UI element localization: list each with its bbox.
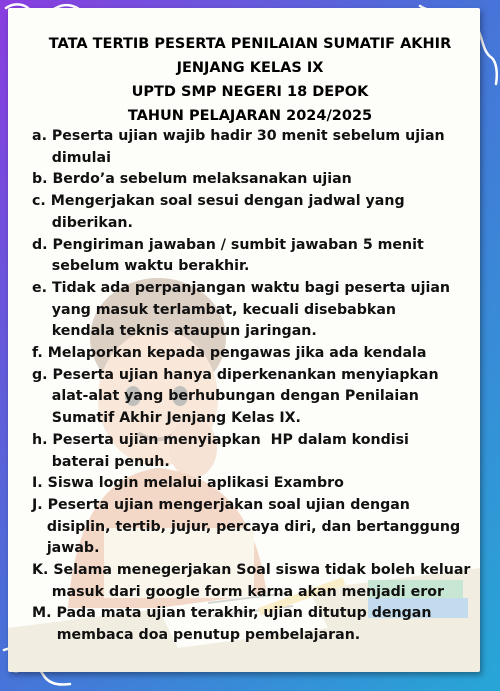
rule-item-line: h. Peserta ujian menyiapkan HP dalam kondisi (32, 431, 409, 448)
rule-item-line: alat-alat yang berhubungan dengan Penilaian (32, 388, 419, 405)
rule-item-line: jawab. (32, 540, 100, 557)
rule-item-line: diberikan. (32, 214, 133, 231)
title-line-2: JENJANG KELAS IX (176, 60, 324, 76)
rule-item-line: dimulai (32, 149, 111, 166)
rule-item-line: Sumatif Akhir Jenjang Kelas IX. (32, 410, 301, 427)
rule-item-line: M. Pada mata ujian terakhir, ujian ditutup dengan (32, 605, 432, 622)
rule-item-line: I. Siswa login melalui aplikasi Exambro (32, 475, 344, 492)
rule-item-line: b. Berdo’a sebelum melaksanakan ujian (32, 171, 352, 188)
rule-item-line: e. Tidak ada perpanjangan waktu bagi peserta ujian (32, 279, 451, 296)
rule-item-line: K. Selama menegerjakan Soal siswa tidak boleh keluar (32, 562, 471, 578)
rule-item-line: baterai penuh. (32, 453, 170, 470)
rule-item-line: sebelum waktu berakhir. (32, 258, 250, 275)
title-line-1: TATA TERTIB PESERTA PENILAIAN SUMATIF AKHIR (48, 36, 452, 52)
rule-item-line: c. Mengerjakan soal sesui dengan jadwal yang (32, 193, 405, 210)
rule-item-line: yang masuk terlambat, kecuali disebabkan (32, 301, 397, 318)
title-line-3: UPTD SMP NEGERI 18 DEPOK (131, 84, 369, 100)
rule-item-line: a. Peserta ujian wajib hadir 30 menit sebelum ujian (32, 128, 445, 144)
rule-item-line: g. Peserta ujian hanya diperkenankan menyiapkan (32, 366, 439, 383)
title-line-4: TAHUN PELAJARAN 2024/2025 (127, 108, 373, 124)
rule-item-line: J. Peserta ujian mengerjakan soal ujian dengan (32, 496, 410, 513)
rule-item-line: disiplin, tertib, jujur, percaya diri, dan bertanggung (32, 518, 461, 535)
rule-item-line: masuk dari google form karna akan menjadi eror (32, 583, 444, 600)
rule-item-line: membaca doa penutup pembelajaran. (32, 627, 361, 644)
rule-item-line: kendala teknis ataupun jaringan. (32, 323, 317, 340)
rule-item-line: f. Melaporkan kepada pengawas jika ada kendala (32, 345, 427, 361)
rule-item-line: d. Pengiriman jawaban / sumbit jawaban 5 menit (32, 236, 424, 253)
